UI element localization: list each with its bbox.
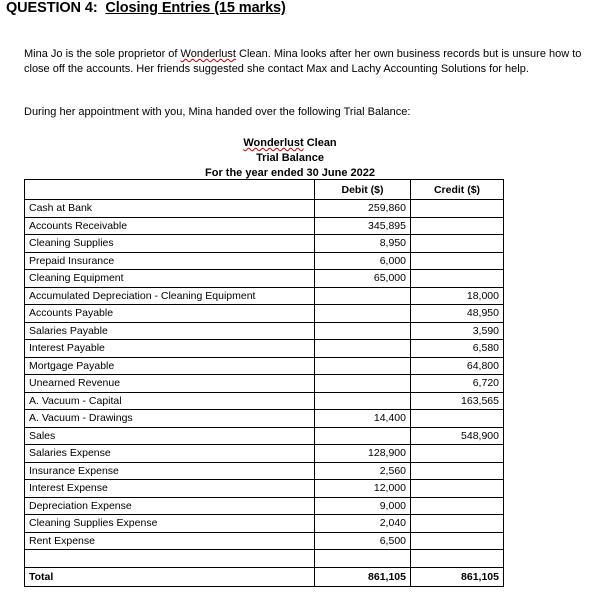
table-row — [25, 427, 504, 445]
header-debit: Debit ($) — [315, 180, 411, 200]
row-credit — [411, 410, 504, 428]
trial-balance-table — [24, 179, 504, 587]
table-row — [25, 252, 504, 270]
total-label: Total — [25, 568, 315, 587]
question-title: Closing Entries (15 marks) — [105, 0, 286, 16]
row-debit: 345,895 — [315, 217, 411, 235]
appointment-paragraph: During her appointment with you, Mina handed over the following Trial Balance: — [24, 106, 411, 118]
row-account: Cash at Bank — [25, 200, 315, 218]
table-total-row — [25, 568, 504, 587]
question-number: QUESTION 4: — [6, 0, 98, 16]
company-name-word: Wonderlust — [180, 48, 236, 60]
row-credit — [411, 532, 504, 550]
intro-text-start: Mina Jo is the sole proprietor of — [24, 48, 181, 60]
row-credit: 6,580 — [411, 340, 504, 358]
row-account: Salaries Expense — [25, 445, 315, 463]
table-row — [25, 497, 504, 515]
trial-balance-title: Trial Balance — [256, 152, 324, 164]
header-credit: Credit ($) — [411, 180, 504, 200]
row-credit: 64,800 — [411, 357, 504, 375]
row-debit: 259,860 — [315, 200, 411, 218]
row-account: Unearned Revenue — [25, 375, 315, 393]
row-debit — [315, 357, 411, 375]
table-row — [25, 287, 504, 305]
total-debit: 861,105 — [315, 568, 411, 587]
row-credit — [411, 480, 504, 498]
table-row — [25, 322, 504, 340]
row-credit — [411, 515, 504, 533]
row-credit — [411, 252, 504, 270]
intro-text-end: Clean. Mina looks after her own business records but is unsure how to close off the accounts. Her friends suggested she contact Max and Lachy Accounting Solutions for help. — [24, 48, 582, 75]
row-debit: 9,000 — [315, 497, 411, 515]
row-debit — [315, 287, 411, 305]
row-credit — [411, 270, 504, 288]
row-credit: 163,565 — [411, 392, 504, 410]
trial-balance-company-word1: Wonderlust — [243, 137, 304, 149]
table-row — [25, 480, 504, 498]
row-credit: 3,590 — [411, 322, 504, 340]
trial-balance-company — [150, 136, 430, 151]
row-credit: 18,000 — [411, 287, 504, 305]
row-debit — [315, 305, 411, 323]
row-account: A. Vacuum - Capital — [25, 392, 315, 410]
row-debit — [315, 340, 411, 358]
table-row — [25, 270, 504, 288]
row-debit: 14,400 — [315, 410, 411, 428]
row-debit: 2,040 — [315, 515, 411, 533]
row-account: Cleaning Supplies — [25, 235, 315, 253]
row-credit: 48,950 — [411, 305, 504, 323]
row-account: Cleaning Supplies Expense — [25, 515, 315, 533]
table-row — [25, 462, 504, 480]
row-account: Rent Expense — [25, 532, 315, 550]
table-header-row — [25, 180, 504, 200]
row-account: Insurance Expense — [25, 462, 315, 480]
row-credit: 548,900 — [411, 427, 504, 445]
row-account: Mortgage Payable — [25, 357, 315, 375]
header-account — [25, 180, 315, 200]
trial-balance-period: For the year ended 30 June 2022 — [205, 167, 375, 179]
row-account: Interest Expense — [25, 480, 315, 498]
intro-paragraph — [24, 47, 584, 76]
table-body — [25, 200, 504, 550]
table-row — [25, 410, 504, 428]
row-debit — [315, 322, 411, 340]
table-row — [25, 340, 504, 358]
total-credit: 861,105 — [411, 568, 504, 587]
row-debit — [315, 392, 411, 410]
table-row — [25, 200, 504, 218]
row-debit: 12,000 — [315, 480, 411, 498]
table-row — [25, 445, 504, 463]
row-credit — [411, 217, 504, 235]
table-row — [25, 375, 504, 393]
row-account: Cleaning Equipment — [25, 270, 315, 288]
row-credit — [411, 235, 504, 253]
table-row — [25, 235, 504, 253]
row-account: Accounts Payable — [25, 305, 315, 323]
row-account: Salaries Payable — [25, 322, 315, 340]
table-row — [25, 305, 504, 323]
row-account: Depreciation Expense — [25, 497, 315, 515]
row-account: Accumulated Depreciation - Cleaning Equipment — [25, 287, 315, 305]
row-account: Prepaid Insurance — [25, 252, 315, 270]
question-heading — [6, 0, 286, 16]
row-debit: 128,900 — [315, 445, 411, 463]
table-row — [25, 515, 504, 533]
row-credit — [411, 462, 504, 480]
row-credit: 6,720 — [411, 375, 504, 393]
row-debit: 6,500 — [315, 532, 411, 550]
row-debit: 2,560 — [315, 462, 411, 480]
table-row — [25, 357, 504, 375]
row-debit: 6,000 — [315, 252, 411, 270]
table-spacer-row — [25, 550, 504, 568]
table-row — [25, 392, 504, 410]
row-account: A. Vacuum - Drawings — [25, 410, 315, 428]
trial-balance-company-word2: Clean — [303, 137, 337, 149]
table-row — [25, 217, 504, 235]
row-account: Sales — [25, 427, 315, 445]
row-account: Accounts Receivable — [25, 217, 315, 235]
row-credit — [411, 200, 504, 218]
row-debit — [315, 427, 411, 445]
row-account: Interest Payable — [25, 340, 315, 358]
table-row — [25, 532, 504, 550]
row-credit — [411, 445, 504, 463]
row-debit — [315, 375, 411, 393]
row-debit: 65,000 — [315, 270, 411, 288]
row-credit — [411, 497, 504, 515]
row-debit: 8,950 — [315, 235, 411, 253]
